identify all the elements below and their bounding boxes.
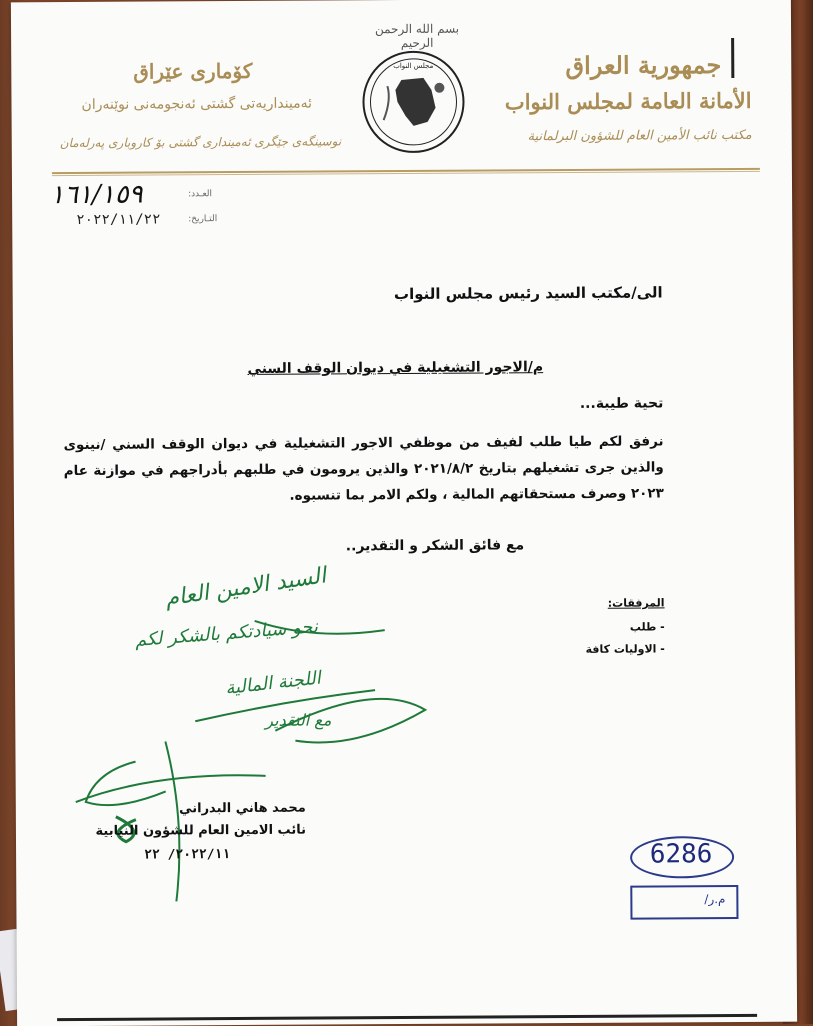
attachment-item	[630, 620, 665, 633]
letter-closing: مع فائق الشكر و التقدير..	[345, 537, 525, 555]
handwritten-line: اللجنة المالية	[224, 667, 322, 700]
attachment-label: طلب	[629, 620, 657, 634]
letter-greeting: تحية طيبة...	[579, 395, 664, 412]
reference-number-label: العـدد:	[188, 189, 213, 200]
signature-scribble-icon	[55, 600, 457, 922]
letter-recipient: الى/مكتب السيد رئيس مجلس النواب	[393, 283, 663, 304]
attachment-bullet: -	[656, 620, 665, 634]
header-office-ku: نوسینگەی جێگری ئەمینداری گشتی بۆ کاروباری پەرلەمان	[59, 134, 342, 151]
handwritten-line: مع التقدير	[265, 710, 332, 730]
signature-date: ٢٠٢٢/١١/ ٢٢	[144, 847, 231, 863]
attachment-item	[586, 642, 665, 655]
reference-date: ٢٠٢٢/١١/٢٢	[76, 211, 161, 228]
bottom-border	[57, 1014, 757, 1021]
header-country-ar: جمهورية العراق	[565, 50, 722, 81]
attachment-bullet: -	[656, 642, 665, 656]
header-secretariat-ku: ئەمینداریەتی گشتی ئەنجومەنی نوێنەران	[81, 95, 313, 113]
header-country-ku: كۆماری عێراق	[133, 58, 253, 84]
stamp-box-text: م.ر/	[704, 892, 726, 907]
handwritten-line: السيد الامين العام	[163, 563, 328, 612]
letter-subject: م/الاجور التشغيلية في ديوان الوقف السني	[247, 359, 544, 377]
attachments-title: المرفقات:	[607, 596, 665, 610]
header-office-ar: مكتب نائب الأمين العام للشؤون البرلمانية	[527, 127, 752, 145]
attachment-label: الاوليات كافة	[585, 642, 657, 656]
basmala: بسم الله الرحمن الرحيم	[374, 21, 460, 51]
parliament-logo-icon	[361, 50, 466, 155]
letter-page	[11, 0, 797, 1026]
handwritten-line: نحو سيادتكم بالشكر لكم	[134, 616, 319, 652]
stamp-number: 6286	[649, 839, 713, 870]
reference-date-label: التـاريخ:	[188, 214, 218, 225]
logo-text: مجلس النواب	[393, 61, 434, 71]
letter-body: نرفق لكم طيا طلب لفيف من موظفي الاجور التشغيلية في ديوان الوقف السني /نينوى والذين جرى تشغيلهم بتاريخ ٢٠٢١/٨/٢ والذين يرومون في طلبهم بأدراجهم في موازنة عام ٢٠٢٣ وصرف مستحقاتهم المالية ، ولكم الامر بما تنسبوه.	[63, 433, 664, 504]
header-secretariat-ar: الأمانة العامة لمجلس النواب	[504, 87, 752, 115]
signatory-title: نائب الامين العام للشؤون النيابية	[95, 822, 306, 839]
reference-number: ١٦١/١٥٩	[49, 179, 143, 211]
roman-mark	[731, 38, 734, 78]
signatory-name: محمد هاني البدراني	[179, 800, 306, 817]
